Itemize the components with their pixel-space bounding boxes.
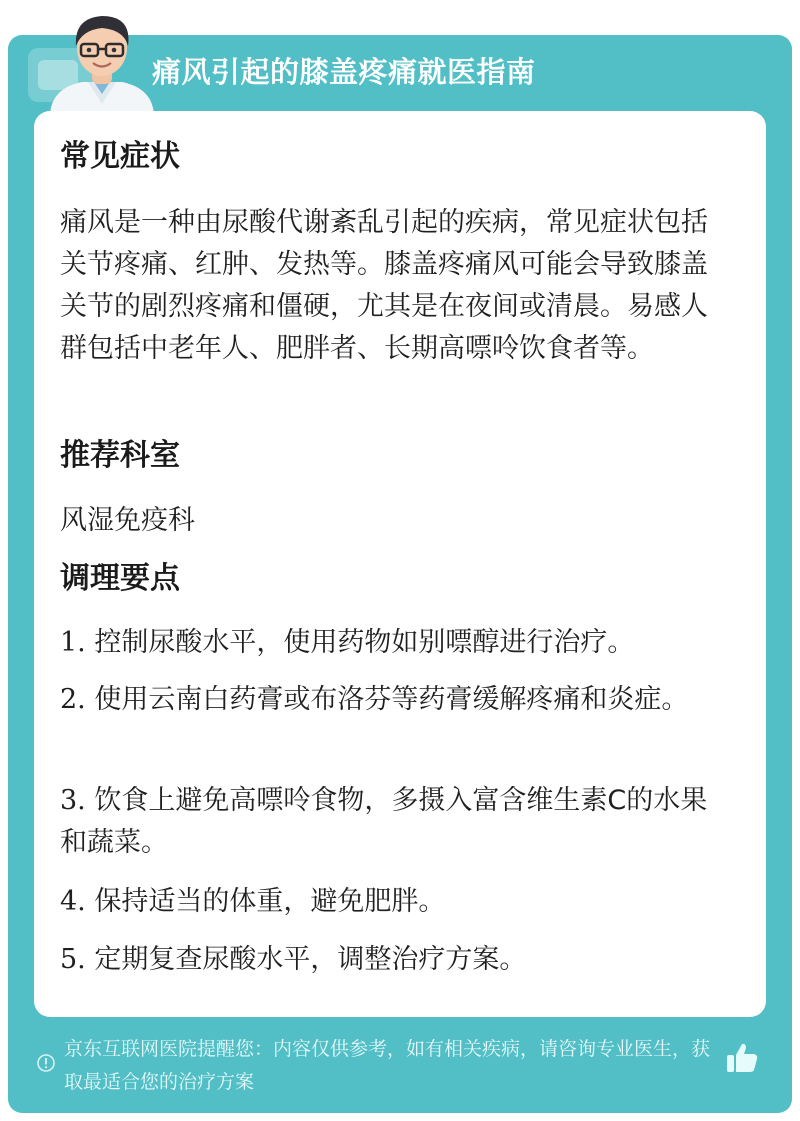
disclaimer-text: 京东互联网医院提醒您：内容仅供参考，如有相关疾病，请咨询专业医生，获取最适合您的治疗方案 — [64, 1038, 711, 1093]
section-heading-department: 推荐科室 — [60, 438, 180, 473]
list-item-number: 5. — [60, 944, 86, 975]
department-text: 风湿免疫科 — [60, 505, 195, 536]
list-item-text: 定期复查尿酸水平，调整治疗方案。 — [94, 944, 527, 975]
list-item-number: 4. — [60, 886, 86, 917]
content-card — [34, 111, 766, 1017]
list-item — [60, 679, 732, 721]
symptoms-text: 痛风是一种由尿酸代谢紊乱引起的疾病，常见症状包括关节疼痛、红肿、发热等。膝盖疼痛风可能会导致膝盖关节的剧烈疼痛和僵硬，尤其是在夜间或清晨。易感人群包括中老年人、肥胖者、长期高嘌呤饮食者等。 — [60, 207, 708, 364]
list-item — [60, 780, 732, 864]
list-item — [60, 939, 732, 981]
doctor-avatar — [42, 8, 162, 114]
list-item — [60, 622, 732, 664]
list-item-text: 使用云南白药膏或布洛芬等药膏缓解疼痛和炎症。 — [94, 684, 689, 715]
thumbs-up-icon[interactable] — [724, 1040, 760, 1076]
page-title: 痛风引起的膝盖疼痛就医指南 — [152, 55, 536, 89]
list-item-number: 1. — [60, 627, 86, 658]
list-item-number: 3. — [60, 785, 86, 816]
list-item-text: 保持适当的体重，避免肥胖。 — [94, 886, 446, 917]
info-icon — [36, 1053, 56, 1073]
list-item-text: 饮食上避免高嘌呤食物，多摄入富含维生素C的水果和蔬菜。 — [60, 785, 708, 858]
section-heading-care: 调理要点 — [60, 561, 180, 596]
section-heading-symptoms: 常见症状 — [60, 139, 180, 174]
list-item — [60, 881, 732, 923]
list-item-number: 2. — [60, 684, 86, 715]
list-item-text: 控制尿酸水平，使用药物如别嘌醇进行治疗。 — [94, 627, 635, 658]
